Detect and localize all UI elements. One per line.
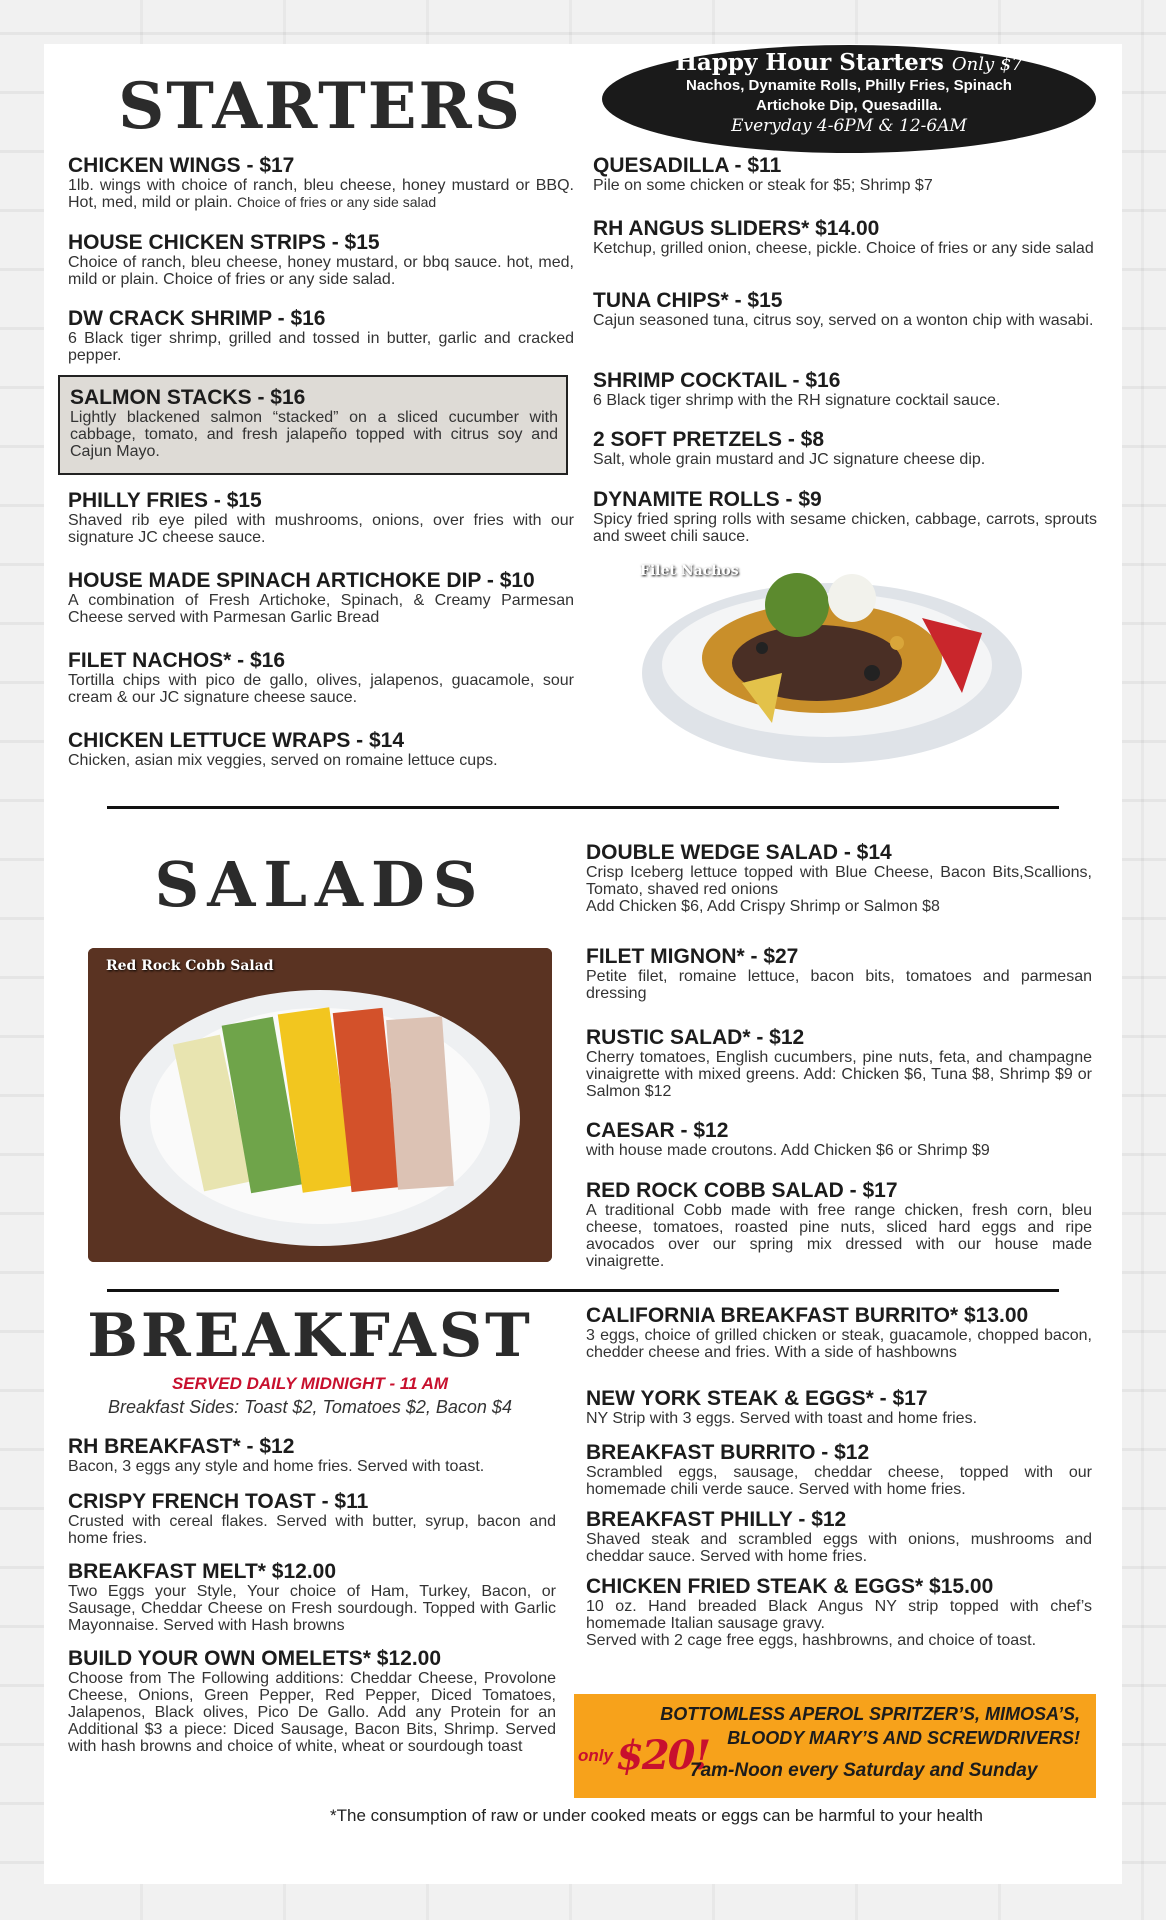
menu-item (68, 730, 574, 769)
item-desc: 6 Black tiger shrimp, grilled and tossed in butter, garlic and cracked pepper. (68, 330, 574, 364)
item-title: CHICKEN WINGS - $17 (68, 154, 295, 177)
item-note: Choice of fries or any side salad (236, 194, 437, 210)
item-desc: A traditional Cobb made with free range chicken, fresh corn, bleu cheese, tomatoes, roasted pine nuts, sliced hard eggs and ripe avocados over our spring mix dressed with our house made vinaigrette. (586, 1202, 1092, 1270)
item-title: FILET MIGNON* - $27 (586, 945, 799, 968)
menu-item (68, 650, 574, 706)
item-title: BUILD YOUR OWN OMELETS* $12.00 (68, 1647, 442, 1670)
item-desc (68, 177, 574, 211)
happy-hour-items-line2: Artichoke Dip, Quesadilla. (756, 97, 942, 114)
item-desc: Spicy fried spring rolls with sesame chicken, cabbage, carrots, sprouts and sweet chili sauce. (593, 511, 1097, 545)
item-title: SHRIMP COCKTAIL - $16 (593, 369, 841, 392)
promo-line2: BLOODY MARY’S AND SCREWDRIVERS! (727, 1728, 1080, 1748)
item-title: CALIFORNIA BREAKFAST BURRITO* $13.00 (586, 1304, 1029, 1327)
salads-heading: SALADS (154, 848, 486, 921)
item-title: HOUSE MADE SPINACH ARTICHOKE DIP - $10 (68, 569, 535, 592)
item-desc: 3 eggs, choice of grilled chicken or steak, guacamole, chopped bacon, chedder cheese and fries. With a side of hashbowns (586, 1327, 1092, 1361)
item-title: RH BREAKFAST* - $12 (68, 1435, 295, 1458)
item-title: DOUBLE WEDGE SALAD - $14 (586, 841, 892, 864)
happy-hour-price: Only $7 (951, 54, 1023, 75)
item-title: FILET NACHOS* - $16 (68, 649, 286, 672)
promo-price: $20! (616, 1732, 710, 1779)
menu-item (586, 1027, 1092, 1100)
item-desc: Two Eggs your Style, Your choice of Ham, Turkey, Bacon, or Sausage, Cheddar Cheese on Fresh sourdough. Topped with Garlic Mayonnaise. Served with Hash browns (68, 1583, 556, 1634)
item-desc: Lightly blackened salmon “stacked” on a sliced cucumber with cabbage, tomato, and fresh jalapeño topped with citrus soy and Cajun Mayo. (70, 409, 558, 460)
item-desc: Bacon, 3 eggs any style and home fries. Served with toast. (68, 1458, 485, 1475)
menu-item (593, 429, 1097, 468)
bottomless-drinks-promo (574, 1694, 1096, 1798)
menu-item (68, 490, 574, 546)
item-desc: Choose from The Following additions: Cheddar Cheese, Provolone Cheese, Onions, Green Pepper, Red Pepper, Diced Tomatoes, Jalapenos, Black olives, Pico De Gallo. Add any Protein for an Additional $3 a piece: Diced Sausage, Bacon Bits, Shrimp. Served with hash browns and choice of white, wheat or sourdough toast (68, 1670, 556, 1755)
breakfast-served-hours: SERVED DAILY MIDNIGHT - 11 AM (171, 1374, 449, 1393)
promo-only: only (578, 1746, 613, 1765)
item-desc: Crusted with cereal flakes. Served with butter, syrup, bacon and home fries. (68, 1513, 556, 1547)
menu-item (68, 1648, 556, 1755)
item-desc: NY Strip with 3 eggs. Served with toast and home fries. (586, 1410, 978, 1427)
item-title: NEW YORK STEAK & EGGS* - $17 (586, 1387, 928, 1410)
menu-item (586, 1180, 1092, 1270)
item-title: DYNAMITE ROLLS - $9 (593, 488, 822, 511)
menu-item (586, 1509, 1092, 1565)
menu-item (586, 842, 1092, 915)
item-desc: Tortilla chips with pico de gallo, olives, jalapenos, guacamole, sour cream & our JC signature cheese sauce. (68, 672, 574, 706)
happy-hour-badge (602, 45, 1096, 153)
item-desc: 10 oz. Hand breaded Black Angus NY strip topped with chef’s homemade Italian sausage gravy. (586, 1598, 1092, 1632)
item-title: BREAKFAST MELT* $12.00 (68, 1560, 337, 1583)
item-title: CHICKEN LETTUCE WRAPS - $14 (68, 729, 405, 752)
menu-item (68, 155, 574, 211)
menu-item (593, 155, 1097, 194)
menu-item (593, 370, 1097, 409)
item-desc: Scrambled eggs, sausage, cheddar cheese, topped with our homemade chili verde sauce. Served with home fries. (586, 1464, 1092, 1498)
breakfast-heading: BREAKFAST (87, 1301, 533, 1371)
item-title: RED ROCK COBB SALAD - $17 (586, 1179, 898, 1202)
item-extra: Served with 2 cage free eggs, hashbrowns, and choice of toast. (586, 1632, 1037, 1649)
menu-item (593, 290, 1097, 329)
menu-item (586, 946, 1092, 1002)
item-desc: with house made croutons. Add Chicken $6 or Shrimp $9 (586, 1142, 990, 1159)
cobb-salad-illustration (88, 948, 552, 1262)
menu-item (593, 218, 1097, 257)
item-title: PHILLY FRIES - $15 (68, 489, 262, 512)
item-desc: 6 Black tiger shrimp with the RH signature cocktail sauce. (593, 392, 1001, 409)
item-title: CHICKEN FRIED STEAK & EGGS* $15.00 (586, 1575, 994, 1598)
promo-line1: BOTTOMLESS APEROL SPRITZER’S, MIMOSA’S, (660, 1704, 1080, 1724)
item-title: 2 SOFT PRETZELS - $8 (593, 428, 825, 451)
item-desc: A combination of Fresh Artichoke, Spinach, & Creamy Parmesan Cheese served with Parmesan Garlic Bread (68, 592, 574, 626)
photo-caption: Filet Nachos (640, 563, 739, 579)
happy-hour-title (602, 49, 1096, 76)
item-desc: Petite filet, romaine lettuce, bacon bits, tomatoes and parmesan dressing (586, 968, 1092, 1002)
item-desc: Ketchup, grilled onion, cheese, pickle. Choice of fries or any side salad (593, 240, 1094, 257)
cobb-salad-photo (88, 948, 552, 1262)
menu-item (68, 570, 574, 626)
menu-item (586, 1120, 1092, 1159)
menu-item (68, 308, 574, 364)
item-desc-text: 1lb. wings with choice of ranch, bleu cheese, honey mustard or BBQ. Hot, med, mild or plain. (68, 177, 574, 211)
item-title: RUSTIC SALAD* - $12 (586, 1026, 805, 1049)
item-desc: Shaved rib eye piled with mushrooms, onions, over fries with our signature JC cheese sauce. (68, 512, 574, 546)
menu-item (586, 1305, 1092, 1361)
menu-item (586, 1576, 1092, 1649)
section-divider (107, 806, 1059, 809)
section-divider (107, 1289, 1059, 1292)
menu-item (586, 1388, 1092, 1427)
item-title: BREAKFAST BURRITO - $12 (586, 1441, 870, 1464)
item-desc: Shaved steak and scrambled eggs with onions, mushrooms and cheddar sauce. Served with home fries. (586, 1531, 1092, 1565)
item-title: TUNA CHIPS* - $15 (593, 289, 783, 312)
item-title: SALMON STACKS - $16 (70, 386, 306, 409)
menu-item (68, 1491, 556, 1547)
item-extra: Add Chicken $6, Add Crispy Shrimp or Salmon $8 (586, 898, 940, 915)
nachos-illustration (622, 553, 1026, 779)
filet-nachos-photo (622, 553, 1026, 779)
health-disclaimer: *The consumption of raw or under cooked meats or eggs can be harmful to your health (330, 1806, 983, 1825)
item-title: CAESAR - $12 (586, 1119, 729, 1142)
item-title: CRISPY FRENCH TOAST - $11 (68, 1490, 369, 1513)
happy-hour-title-text: Happy Hour Starters (675, 49, 944, 76)
item-title: HOUSE CHICKEN STRIPS - $15 (68, 231, 380, 254)
item-title: QUESADILLA - $11 (593, 154, 782, 177)
photo-caption: Red Rock Cobb Salad (106, 958, 274, 974)
item-desc: Chicken, asian mix veggies, served on romaine lettuce cups. (68, 752, 498, 769)
happy-hour-items-line1: Nachos, Dynamite Rolls, Philly Fries, Spinach (686, 77, 1012, 94)
item-title: DW CRACK SHRIMP - $16 (68, 307, 326, 330)
menu-item (68, 1436, 556, 1475)
menu-item (68, 1561, 556, 1634)
item-desc: Choice of ranch, bleu cheese, honey mustard, or bbq sauce. hot, med, mild or plain. Choice of fries or any side salad. (68, 254, 574, 288)
menu-item (593, 489, 1097, 545)
featured-item-box (58, 375, 568, 475)
item-desc: Cajun seasoned tuna, citrus soy, served on a wonton chip with wasabi. (593, 312, 1094, 329)
happy-hour-hours: Everyday 4-6PM & 12-6AM (731, 116, 967, 136)
item-desc: Crisp Iceberg lettuce topped with Blue Cheese, Bacon Bits,Scallions, Tomato, shaved red onions (586, 864, 1092, 898)
item-title: BREAKFAST PHILLY - $12 (586, 1508, 847, 1531)
item-desc: Salt, whole grain mustard and JC signature cheese dip. (593, 451, 986, 468)
promo-hours: 7am-Noon every Saturday and Sunday (690, 1760, 1038, 1781)
item-desc: Cherry tomatoes, English cucumbers, pine nuts, feta, and champagne vinaigrette with mixed greens. Add: Chicken $6, Tuna $8, Shrimp $9 or Salmon $12 (586, 1049, 1092, 1100)
menu-item (68, 232, 574, 288)
starters-heading: STARTERS (118, 69, 522, 144)
item-title: RH ANGUS SLIDERS* $14.00 (593, 217, 880, 240)
breakfast-sides: Breakfast Sides: Toast $2, Tomatoes $2, Bacon $4 (108, 1397, 512, 1417)
menu-item (586, 1442, 1092, 1498)
item-desc: Pile on some chicken or steak for $5; Shrimp $7 (593, 177, 933, 194)
